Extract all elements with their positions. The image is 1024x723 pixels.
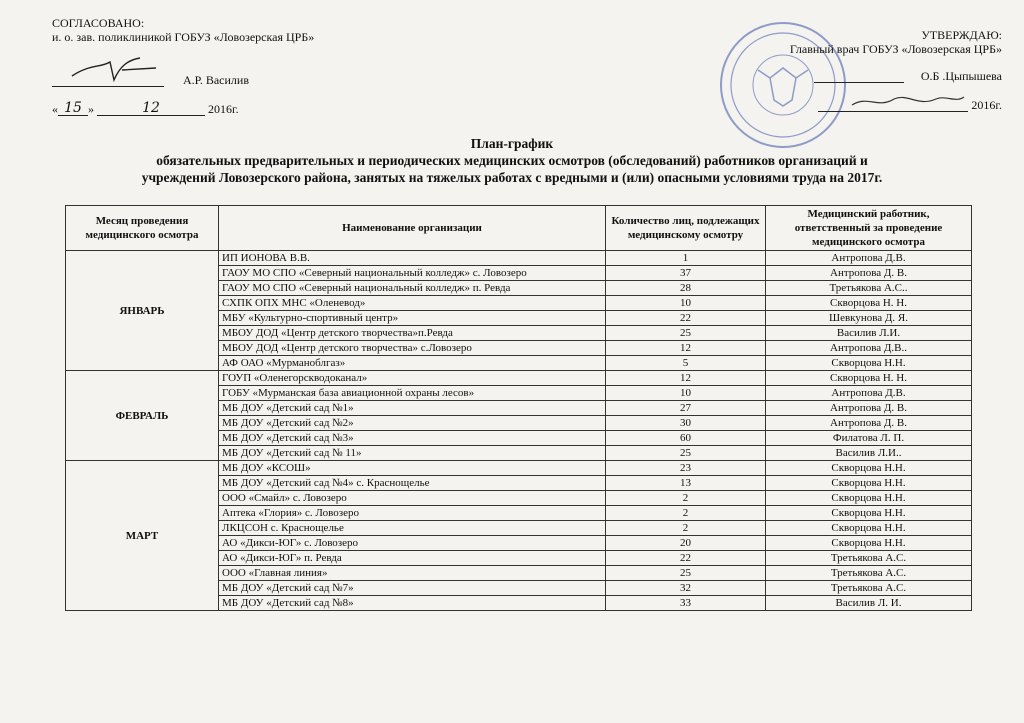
organization-cell: МБ ДОУ «Детский сад №8» <box>219 596 606 611</box>
organization-cell: МБУ «Культурно-спортивный центр» <box>219 311 606 326</box>
organization-cell: МБ ДОУ «Детский сад №3» <box>219 431 606 446</box>
organization-cell: ГОБУ «Мурманская база авиационной охраны лесов» <box>219 386 606 401</box>
organization-cell: МБ ДОУ «Детский сад №2» <box>219 416 606 431</box>
title-line-3: учреждений Ловозерского района, занятых на тяжелых работах с вредными и (или) опасными условиями труда на 2017г. <box>141 170 883 185</box>
organization-cell: МБОУ ДОД «Центр детского творчества»п.Ревда <box>219 326 606 341</box>
approve-signer: О.Б .Цыпышева <box>920 69 1002 83</box>
count-cell: 33 <box>606 596 766 611</box>
medic-cell: Скворцова Н.Н. <box>766 356 972 371</box>
month-cell: ФЕВРАЛЬ <box>66 371 219 461</box>
document-title <box>0 135 1024 186</box>
count-cell: 10 <box>606 296 766 311</box>
organization-cell: МБОУ ДОД «Центр детского творчества» с.Ловозеро <box>219 341 606 356</box>
organization-cell: Аптека «Глория» с. Ловозеро <box>219 506 606 521</box>
medic-cell: Третьякова А.С. <box>766 551 972 566</box>
table-header-row <box>66 206 972 251</box>
count-cell: 22 <box>606 311 766 326</box>
header-month: Месяц проведения медицинского осмотра <box>66 206 219 251</box>
table-row <box>66 461 972 476</box>
count-cell: 30 <box>606 416 766 431</box>
medic-cell: Скворцова Н.Н. <box>766 521 972 536</box>
medic-cell: Скворцова Н.Н. <box>766 491 972 506</box>
date-year: 2016г. <box>208 102 239 116</box>
handwritten-date-scribble <box>848 91 968 111</box>
organization-cell: ЛКЦСОН с. Краснощелье <box>219 521 606 536</box>
handwritten-signature <box>70 54 160 84</box>
count-cell: 25 <box>606 326 766 341</box>
organization-cell: МБ ДОУ «КСОШ» <box>219 461 606 476</box>
count-cell: 10 <box>606 386 766 401</box>
table-body <box>66 251 972 611</box>
medic-cell: Третьякова А.С.. <box>766 281 972 296</box>
signature-line <box>52 70 164 87</box>
table-row <box>66 371 972 386</box>
schedule-table <box>65 205 972 611</box>
count-cell: 25 <box>606 446 766 461</box>
medic-cell: Антропова Д.В.. <box>766 341 972 356</box>
organization-cell: АО «Дикси-ЮГ» п. Ревда <box>219 551 606 566</box>
approval-block <box>52 16 314 116</box>
medic-cell: Скворцова Н.Н. <box>766 461 972 476</box>
count-cell: 22 <box>606 551 766 566</box>
medic-cell: Третьякова А.С. <box>766 566 972 581</box>
organization-cell: АФ ОАО «Мурманоблгаз» <box>219 356 606 371</box>
date-quote-open: « <box>52 102 58 116</box>
count-cell: 12 <box>606 371 766 386</box>
count-cell: 60 <box>606 431 766 446</box>
approve-date <box>790 97 1002 112</box>
medic-cell: Скворцова Н. Н. <box>766 296 972 311</box>
count-cell: 12 <box>606 341 766 356</box>
month-cell: МАРТ <box>66 461 219 611</box>
organization-cell: ГАОУ МО СПО «Северный национальный колледж» п. Ревда <box>219 281 606 296</box>
medic-cell: Скворцова Н.Н. <box>766 536 972 551</box>
medic-cell: Третьякова А.С. <box>766 581 972 596</box>
title-line-1: План-график <box>470 136 554 151</box>
organization-cell: АО «Дикси-ЮГ» с. Ловозеро <box>219 536 606 551</box>
header-medic: Медицинский работник, ответственный за проведение медицинского осмотра <box>766 206 972 251</box>
medic-cell: Антропова Д. В. <box>766 416 972 431</box>
approve-position: Главный врач ГОБУЗ «Ловозерская ЦРБ» <box>789 42 1002 56</box>
approval-title: СОГЛАСОВАНО: <box>52 16 145 30</box>
organization-cell: МБ ДОУ «Детский сад №4» с. Краснощелье <box>219 476 606 491</box>
count-cell: 20 <box>606 536 766 551</box>
header-count: Количество лиц, подлежащих медицинскому осмотру <box>606 206 766 251</box>
approve-signature-line <box>814 68 904 83</box>
count-cell: 37 <box>606 266 766 281</box>
approve-year: 2016г. <box>971 98 1002 112</box>
organization-cell: ИП ИОНОВА В.В. <box>219 251 606 266</box>
approve-title: УТВЕРЖДАЮ: <box>921 28 1002 42</box>
count-cell: 2 <box>606 491 766 506</box>
medic-cell: Василив Л.И.. <box>766 446 972 461</box>
organization-cell: СХПК ОПХ МНС «Оленевод» <box>219 296 606 311</box>
medic-cell: Антропова Д. В. <box>766 266 972 281</box>
count-cell: 2 <box>606 521 766 536</box>
count-cell: 27 <box>606 401 766 416</box>
date-day: 15 <box>58 101 88 116</box>
count-cell: 1 <box>606 251 766 266</box>
approve-signature-row <box>790 68 1002 83</box>
medic-cell: Скворцова Н.Н. <box>766 506 972 521</box>
count-cell: 13 <box>606 476 766 491</box>
organization-cell: МБ ДОУ «Детский сад №7» <box>219 581 606 596</box>
header-organization: Наименование организации <box>219 206 606 251</box>
organization-cell: МБ ДОУ «Детский сад № 11» <box>219 446 606 461</box>
medic-cell: Шевкунова Д. Я. <box>766 311 972 326</box>
medic-cell: Скворцова Н.Н. <box>766 476 972 491</box>
medic-cell: Скворцова Н. Н. <box>766 371 972 386</box>
count-cell: 28 <box>606 281 766 296</box>
medic-cell: Филатова Л. П. <box>766 431 972 446</box>
organization-cell: МБ ДОУ «Детский сад №1» <box>219 401 606 416</box>
approval-position: и. о. зав. поликлиникой ГОБУЗ «Ловозерская ЦРБ» <box>52 30 315 44</box>
approve-date-line <box>818 97 968 112</box>
approve-block <box>790 28 1002 112</box>
count-cell: 32 <box>606 581 766 596</box>
count-cell: 2 <box>606 506 766 521</box>
medic-cell: Василив Л.И. <box>766 326 972 341</box>
medic-cell: Василив Л. И. <box>766 596 972 611</box>
medic-cell: Антропова Д.В. <box>766 386 972 401</box>
count-cell: 5 <box>606 356 766 371</box>
organization-cell: ГАОУ МО СПО «Северный национальный колледж» с. Ловозеро <box>219 266 606 281</box>
organization-cell: ООО «Смайл» с. Ловозеро <box>219 491 606 506</box>
medic-cell: Антропова Д. В. <box>766 401 972 416</box>
approval-date <box>52 101 314 116</box>
count-cell: 25 <box>606 566 766 581</box>
approval-signature-row <box>52 70 314 87</box>
organization-cell: ГОУП «Оленегорскводоканал» <box>219 371 606 386</box>
date-month: 12 <box>97 101 205 116</box>
approval-signer: А.Р. Василив <box>183 73 249 87</box>
month-cell: ЯНВАРЬ <box>66 251 219 371</box>
medic-cell: Антропова Д.В. <box>766 251 972 266</box>
count-cell: 23 <box>606 461 766 476</box>
organization-cell: ООО «Главная линия» <box>219 566 606 581</box>
table-row <box>66 251 972 266</box>
date-quote-close: » <box>88 102 94 116</box>
title-line-2: обязательных предварительных и периодических медицинских осмотров (обследований) работников организаций и <box>156 153 868 168</box>
